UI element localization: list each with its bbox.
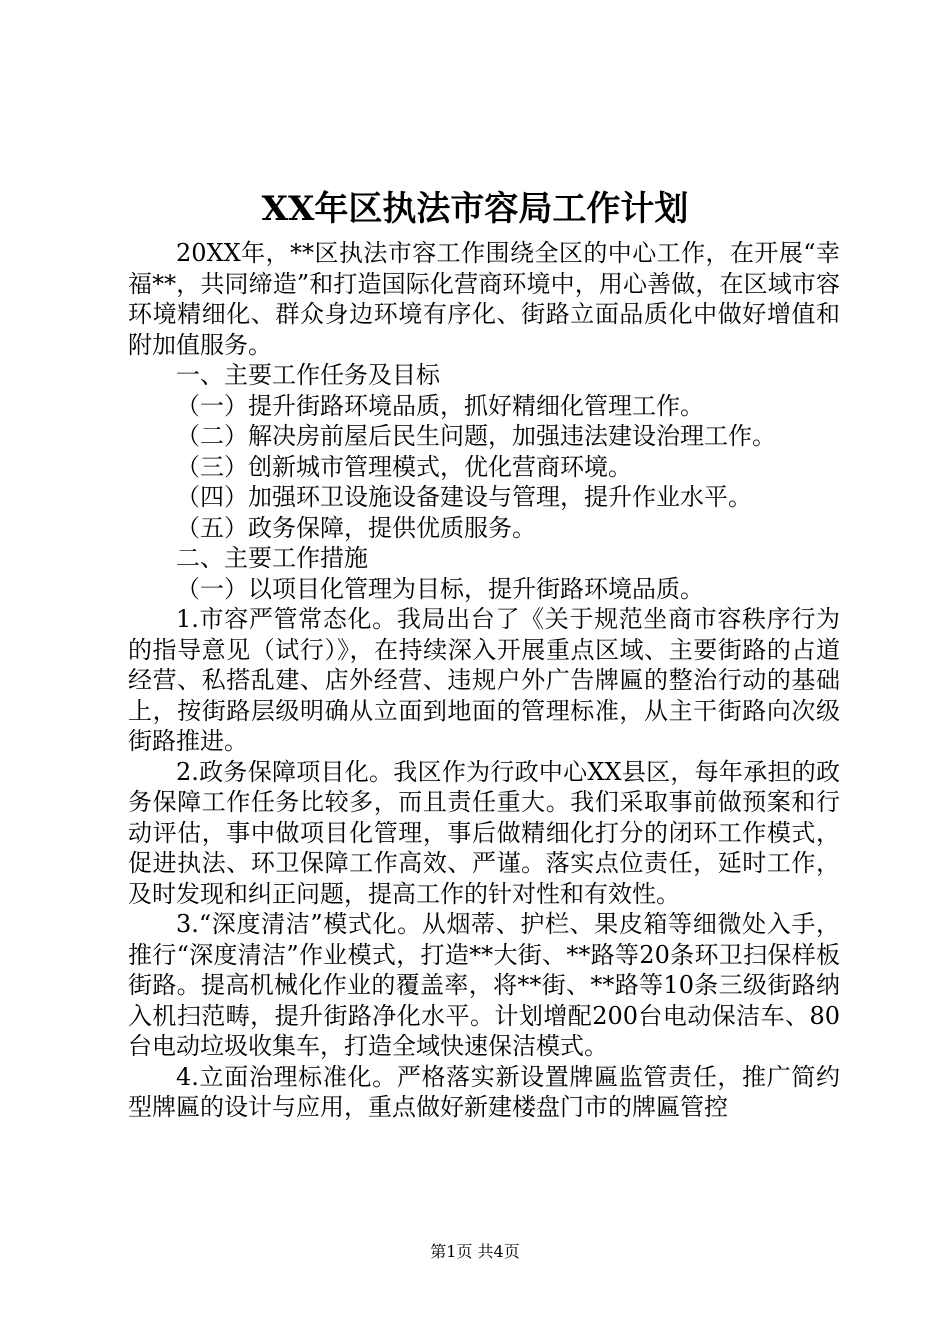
document-body <box>128 238 840 1123</box>
section-heading-2: 二、主要工作措施 <box>176 544 368 572</box>
list-item-task-3: （三）创新城市管理模式，优化营商环境。 <box>176 452 632 481</box>
list-item-task-2: （二）解决房前屋后民生问题，加强违法建设治理工作。 <box>176 422 776 450</box>
document-title: XX年区执法市容局工作计划 <box>261 189 689 229</box>
paragraph-measure-2: 2.政务保障项目化。我区作为行政中心XX县区，每年承担的政务保障工作任务比较多，而且责任重大。我们采取事前做预案和行动评估，事中做项目化管理，事后做精细化打分的闭环工作模式，促进执法、环卫保障工作高效、严谨。落实点位责任，延时工作，及时发现和纠正问题，提高工作的针对性和有效性。 <box>128 757 840 908</box>
paragraph-intro: 20XX年，**区执法市容工作围绕全区的中心工作，在开展“幸福**，共同缔造”和打造国际化营商环境中，用心善做，在区域市容环境精细化、群众身边环境有序化、街路立面品质化中做好增值和附加值服务。 <box>128 239 840 359</box>
list-item-task-5: （五）政务保障，提供优质服务。 <box>176 513 536 542</box>
page-footer: 第1页 共4页 <box>430 1242 520 1261</box>
paragraph-measure-1: 1.市容严管常态化。我局出台了《关于规范坐商市容秩序行为的指导意见（试行）》，在持续深入开展重点区域、主要街路的占道经营、私搭乱建、店外经营、违规户外广告牌匾的整治行动的基础上，按街路层级明确从立面到地面的管理标准，从主干街路向次级街路推进。 <box>128 605 840 755</box>
subsection-heading-1: （一）以项目化管理为目标，提升街路环境品质。 <box>176 574 704 603</box>
list-item-task-1: （一）提升街路环境品质，抓好精细化管理工作。 <box>176 391 704 420</box>
section-heading-1: 一、主要工作任务及目标 <box>176 361 440 389</box>
paragraph-measure-3: 3.“深度清洁”模式化。从烟蒂、护栏、果皮箱等细微处入手，推行“深度清洁”作业模式，打造**大街、**路等20条环卫扫保样板街路。提高机械化作业的覆盖率，将**街、**路等10条三级街路纳入机扫范畴，提升街路净化水平。计划增配200台电动保洁车、80台电动垃圾收集车，打造全域快速保洁模式。 <box>128 910 840 1060</box>
list-item-task-4: （四）加强环卫设施设备建设与管理，提升作业水平。 <box>176 483 752 511</box>
paragraph-measure-4: 4.立面治理标准化。严格落实新设置牌匾监管责任，推广简约型牌匾的设计与应用，重点做好新建楼盘门市的牌匾管控 <box>128 1062 840 1121</box>
